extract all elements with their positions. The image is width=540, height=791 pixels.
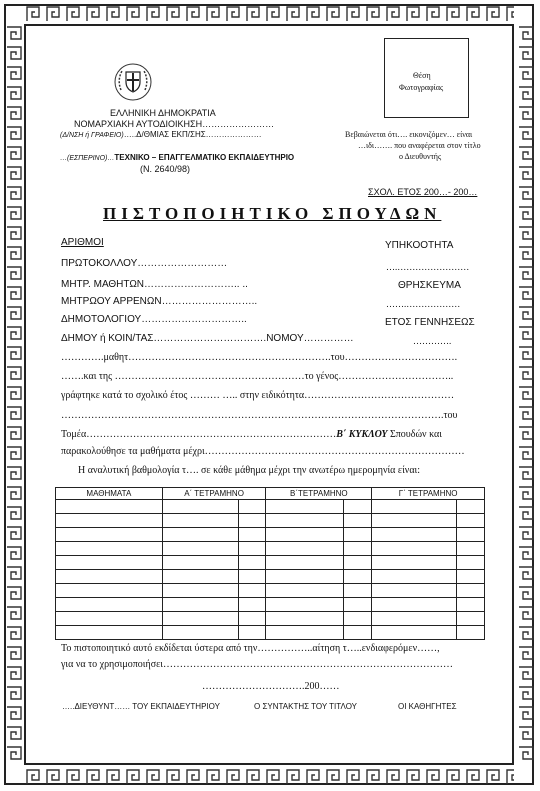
field-student-register: ΜΗΤΡ. ΜΑΘΗΤΩΝ……………………….. .. [61,279,248,290]
table-cell [162,528,238,542]
table-cell [238,500,266,514]
photo-label-1: Θέση [413,71,431,80]
table-cell [238,612,266,626]
meander-border-left [4,24,24,765]
table-cell [344,570,372,584]
table-row [56,528,485,542]
certification-line-2: …ιδι……. που αναφέρεται στον τίτλο [358,141,481,150]
table-cell [457,514,485,528]
certification-line-1: Βεβαιώνεται ότι…. εικονιζόμεν… είναι [345,130,473,139]
directorate-prefix: (Δ/ΝΣΗ ή ΓΡΑΦΕΙΟ) [60,132,124,139]
table-row [56,500,485,514]
line-sector-start: Τομέα………………………………………………………………… [61,429,337,440]
table-cell [457,556,485,570]
signature-principal: …..ΔΙΕΥΘΥΝΤ…… ΤΟΥ ΕΚΠΑΙΔΕΥΤΗΡΙΟΥ [62,702,220,711]
table-cell [56,528,163,542]
line-attended: παρακολούθησε τα μαθήματα μέχρι…………………………………………………………………… [61,446,465,457]
table-cell [162,612,238,626]
footer-date: ………………………….200…… [202,681,340,692]
table-cell [372,570,457,584]
line-enrolled: γράφτηκε κατά το σχολικό έτος ……… ….. στην ειδικότητα……………………………………… [61,390,455,401]
document-title: ΠΙΣΤΟΠΟΙΗΤΙΚΟ ΣΠΟΥΔΩΝ [103,204,442,223]
line-student: ………….μαθητ…………………………………………………….του……………………………. [61,352,458,363]
table-cell [56,500,163,514]
table-cell [56,556,163,570]
grades-body [56,500,485,640]
field-municipality: ΔΗΜΟΥ ή ΚΟΙΝ/ΤΑΣ…………………………….ΝΟΜΟΥ…………… [61,333,354,344]
table-row [56,612,485,626]
table-cell [266,626,344,640]
coat-of-arms-emblem [113,62,153,102]
table-cell [457,584,485,598]
line-continuation: …………………………………………………………………………………………………….του [61,410,458,421]
school-prefix: …(ΕΣΠΕΡΙΝΟ)… [60,155,115,162]
meander-border-right [516,24,536,765]
table-cell [344,528,372,542]
header-term-c: Γ΄ ΤΕΤΡΑΜΗΝΟ [372,488,485,500]
table-cell [238,570,266,584]
header-directorate [60,130,262,139]
table-cell [344,626,372,640]
footer-use: για να το χρησιμοποιήσει…………………………………………………………………………… [61,659,453,670]
table-cell [372,500,457,514]
school-year: ΣΧΟΛ. ΕΤΟΣ 200…- 200… [368,187,478,197]
grades-header-row [56,488,485,500]
table-cell [162,514,238,528]
table-cell [266,612,344,626]
table-cell [238,542,266,556]
table-cell [372,584,457,598]
line-parents: …….και της …………………………………………………το γένος…………………………….. [61,371,454,382]
table-cell [162,584,238,598]
school-name: ΤΕΧΝΙΚΟ – ΕΠΑΓΓΕΛΜΑΤΙΚΟ ΕΚΠΑΙΔΕΥΤΗΡΙΟ [114,153,295,162]
field-protocol: ΠΡΩΤΟΚΟΛΛΟΥ……………………… [61,258,228,269]
table-cell [266,528,344,542]
table-cell [162,542,238,556]
table-cell [457,598,485,612]
table-cell [266,542,344,556]
certification-line-3: ο Διευθυντής [399,152,442,161]
table-row [56,542,485,556]
table-cell [266,570,344,584]
table-cell [344,500,372,514]
field-numbers: ΑΡΙΘΜΟΙ [61,237,104,248]
table-cell [266,556,344,570]
table-cell [56,612,163,626]
table-cell [457,626,485,640]
table-cell [457,570,485,584]
table-cell [344,556,372,570]
table-cell [457,612,485,626]
line-sector [61,429,442,440]
signature-composer: Ο ΣΥΝΤΑΚΤΗΣ ΤΟΥ ΤΙΤΛΟΥ [254,702,358,711]
line-analytical-grades: Η αναλυτική βαθμολογία τ…. σε κάθε μάθημα μέχρι την ανωτέρω ημερομηνία είναι: [78,465,421,476]
table-row [56,556,485,570]
table-row [56,626,485,640]
header-subjects: ΜΑΘΗΜΑΤΑ [56,488,163,500]
table-cell [56,626,163,640]
header-law: (Ν. 2640/98) [140,164,191,174]
table-cell [344,598,372,612]
field-male-register: ΜΗΤΡΩΟΥ ΑΡΡΕΝΩΝ……………………….. [61,296,258,307]
table-cell [162,570,238,584]
table-cell [344,612,372,626]
table-cell [372,612,457,626]
table-cell [238,626,266,640]
table-cell [457,500,485,514]
table-cell [238,556,266,570]
table-cell [344,584,372,598]
field-religion: ΘΡΗΣΚΕΥΜΑ [398,280,461,291]
footer-issued: Το πιστοποιητικό αυτό εκδίδεται ύστερα από την……………..αίτηση τ…..ενδιαφερόμεν……, [61,643,440,654]
meander-border-bottom [24,767,514,787]
table-cell [457,528,485,542]
table-cell [162,626,238,640]
signature-teachers: ΟΙ ΚΑΘΗΓΗΤΕΣ [398,702,457,711]
header-term-a: Α΄ ΤΕΤΡΑΜΗΝΟ [162,488,266,500]
meander-border-top [24,4,514,24]
header-republic: ΕΛΛΗΝΙΚΗ ΔΗΜΟΚΡΑΤΙΑ [110,108,216,118]
table-cell [266,514,344,528]
table-cell [238,528,266,542]
table-cell [344,514,372,528]
table-cell [162,598,238,612]
table-cell [56,542,163,556]
table-cell [457,542,485,556]
table-cell [372,598,457,612]
line-sector-end: Σπουδών και [387,429,442,440]
header-prefecture: ΝΟΜΑΡΧΙΑΚΗ ΑΥΤΟΔΙΟΙΚΗΣΗ…………………… [74,119,275,129]
field-citizenship-dots: ….…………………… [386,262,470,272]
grades-table [55,487,485,640]
directorate-text: …..Δ/ΘΜΙΑΣ ΕΚΠ/ΣΗΣ………………… [123,130,262,139]
table-cell [372,626,457,640]
table-row [56,570,485,584]
table-cell [56,584,163,598]
table-cell [56,514,163,528]
table-cell [372,514,457,528]
table-cell [238,598,266,612]
table-cell [238,584,266,598]
field-municipal-register: ΔΗΜΟΤΟΛΟΓΙΟΥ………………………….. [61,314,247,325]
table-cell [266,598,344,612]
line-sector-cycle: Β΄ ΚΥΚΛΟΥ [336,429,388,440]
table-cell [162,500,238,514]
table-cell [372,556,457,570]
table-cell [56,570,163,584]
table-row [56,598,485,612]
table-cell [372,528,457,542]
table-cell [266,500,344,514]
field-birth-year-dots: …………. [413,336,452,346]
photo-placeholder [384,38,469,118]
table-cell [238,514,266,528]
table-cell [162,556,238,570]
photo-label-2: Φωτογραφίας [399,83,444,92]
field-citizenship: ΥΠΗΚΟΟΤΗΤΑ [385,240,454,251]
header-term-b: Β΄ΤΕΤΡΑΜΗΝΟ [266,488,372,500]
header-school [60,153,294,162]
field-birth-year: ΕΤΟΣ ΓΕΝΝΗΣΕΩΣ [385,317,475,328]
table-row [56,584,485,598]
field-religion-dots: …….……………… [386,299,461,309]
table-cell [344,542,372,556]
table-cell [372,542,457,556]
table-cell [266,584,344,598]
table-cell [56,598,163,612]
table-row [56,514,485,528]
